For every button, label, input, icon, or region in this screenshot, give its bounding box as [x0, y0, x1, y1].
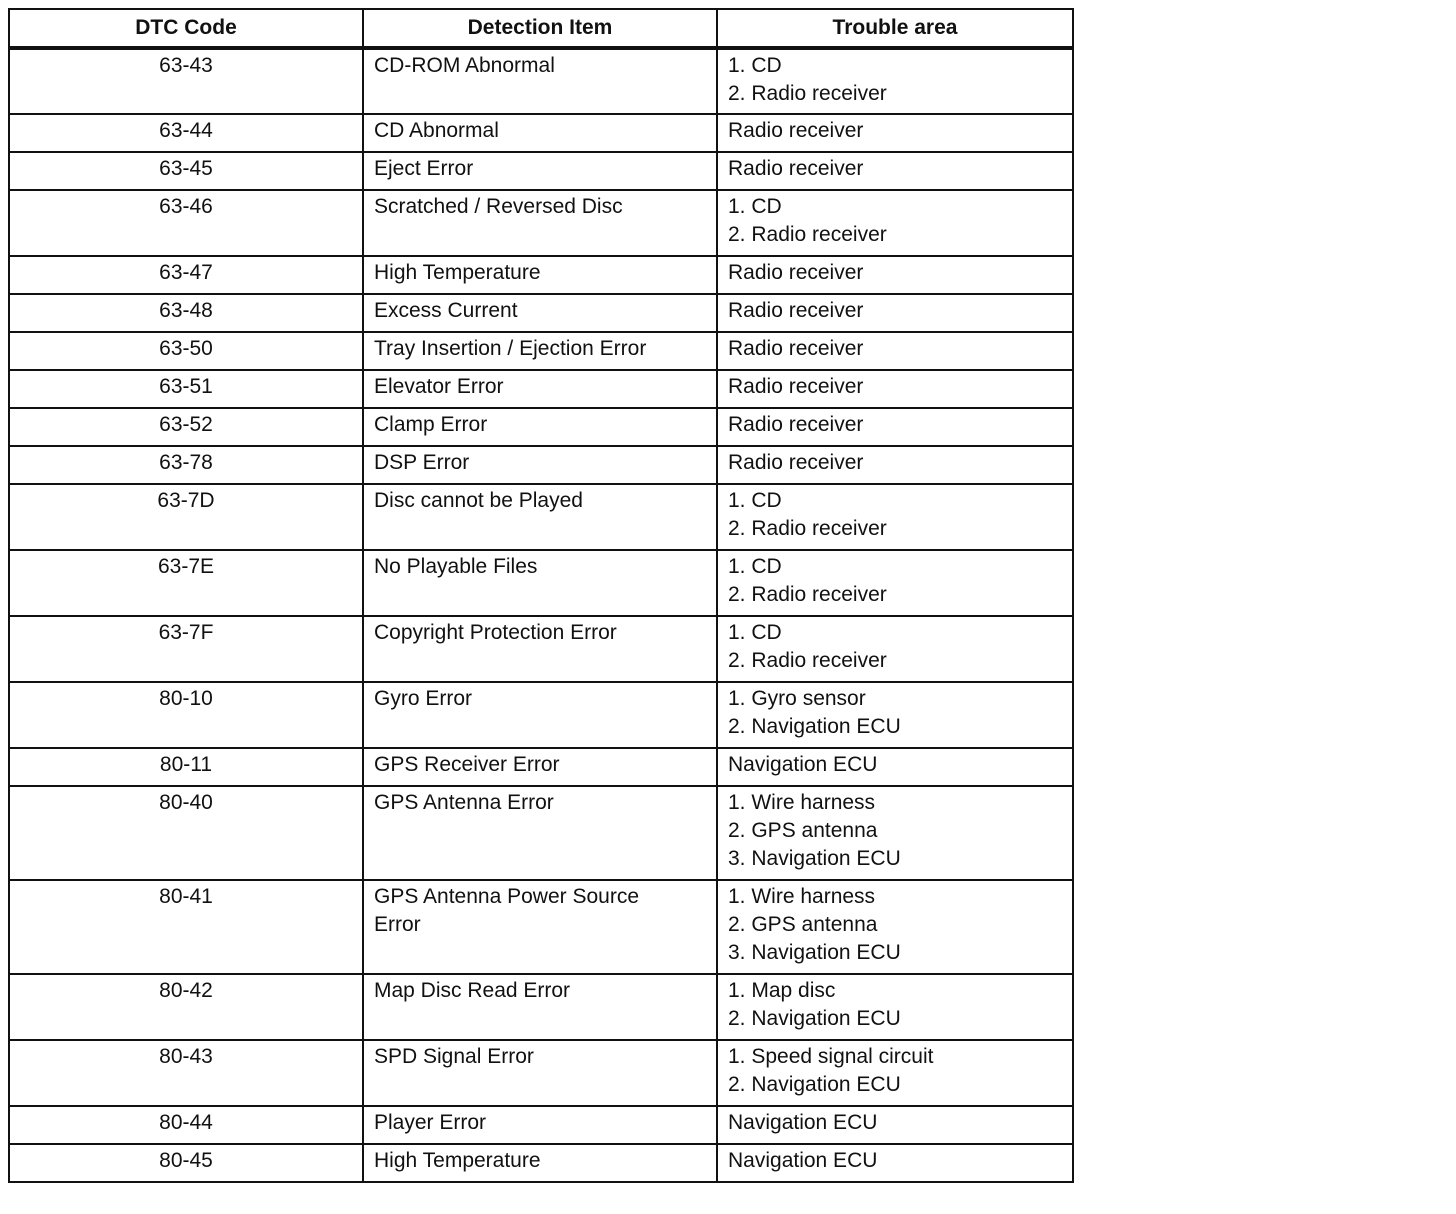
dtc-code: 63-45 — [159, 157, 213, 180]
dtc-code: 80-41 — [159, 885, 213, 908]
detection-item-cell — [363, 974, 717, 1040]
trouble-area-cell — [717, 114, 1073, 152]
detection-item-text: GPS Antenna Power Source — [374, 885, 639, 908]
dtc-code: 80-42 — [159, 979, 213, 1002]
dtc-code: 63-78 — [159, 451, 213, 474]
trouble-area-cell — [717, 880, 1073, 974]
trouble-area-text: 2. Radio receiver — [728, 82, 887, 105]
dtc-code-cell — [9, 786, 363, 880]
dtc-code-cell — [9, 748, 363, 786]
trouble-area-text: 2. Navigation ECU — [728, 1007, 901, 1030]
trouble-area-text: 2. GPS antenna — [728, 913, 878, 936]
dtc-code: 63-46 — [159, 195, 213, 218]
trouble-area-cell — [717, 616, 1073, 682]
dtc-code-cell — [9, 1040, 363, 1106]
dtc-code-cell — [9, 256, 363, 294]
detection-item-cell — [363, 370, 717, 408]
table-row — [9, 408, 1073, 446]
dtc-code-cell — [9, 370, 363, 408]
trouble-area-text: Radio receiver — [728, 299, 864, 322]
dtc-code: 63-7E — [157, 555, 215, 578]
table-row — [9, 446, 1073, 484]
detection-item-text: CD Abnormal — [374, 119, 499, 142]
trouble-area-cell — [717, 446, 1073, 484]
table-row — [9, 748, 1073, 786]
table-row — [9, 1040, 1073, 1106]
table-row — [9, 550, 1073, 616]
trouble-area-text: 1. Wire harness — [728, 885, 876, 908]
dtc-code: 80-40 — [159, 791, 213, 814]
header-row — [9, 9, 1073, 48]
table-row — [9, 332, 1073, 370]
dtc-code-cell — [9, 408, 363, 446]
dtc-code-cell — [9, 484, 363, 550]
trouble-area-text: 3. Navigation ECU — [728, 941, 901, 964]
trouble-area-cell — [717, 786, 1073, 880]
detection-item-cell — [363, 1040, 717, 1106]
table-row — [9, 190, 1073, 256]
trouble-area-text: Navigation ECU — [728, 753, 878, 776]
trouble-area-text: Navigation ECU — [728, 1111, 878, 1134]
trouble-area-cell — [717, 1040, 1073, 1106]
detection-item-text: DSP Error — [374, 451, 470, 474]
dtc-code: 63-50 — [159, 337, 213, 360]
detection-item-text: Elevator Error — [374, 375, 504, 398]
table-row — [9, 48, 1073, 114]
table-row — [9, 1106, 1073, 1144]
trouble-area-text: 1. Speed signal circuit — [728, 1045, 934, 1068]
dtc-code-cell — [9, 1144, 363, 1182]
detection-item-text: Clamp Error — [374, 413, 488, 436]
trouble-area-cell — [717, 550, 1073, 616]
table-row — [9, 484, 1073, 550]
trouble-area-cell — [717, 1106, 1073, 1144]
trouble-area-text: 1. Map disc — [728, 979, 836, 1002]
detection-item-text: Eject Error — [374, 157, 474, 180]
trouble-area-text: 2. Navigation ECU — [728, 1073, 901, 1096]
dtc-code: 63-7D — [157, 489, 215, 512]
dtc-code-cell — [9, 332, 363, 370]
trouble-area-text: 1. CD — [728, 555, 782, 578]
trouble-area-cell — [717, 190, 1073, 256]
dtc-code-cell — [9, 446, 363, 484]
header-detection-item: Detection Item — [363, 9, 717, 48]
trouble-area-cell — [717, 1144, 1073, 1182]
detection-item-cell — [363, 616, 717, 682]
detection-item-cell — [363, 1144, 717, 1182]
detection-item-cell — [363, 294, 717, 332]
detection-item-cell — [363, 786, 717, 880]
dtc-code: 80-10 — [159, 687, 213, 710]
table-row — [9, 682, 1073, 748]
trouble-area-text: Radio receiver — [728, 261, 864, 284]
trouble-area-cell — [717, 408, 1073, 446]
detection-item-cell — [363, 408, 717, 446]
table-row — [9, 370, 1073, 408]
trouble-area-text: Radio receiver — [728, 337, 864, 360]
detection-item-text: Gyro Error — [374, 687, 473, 710]
trouble-area-text: 2. GPS antenna — [728, 819, 878, 842]
detection-item-text: Map Disc Read Error — [374, 979, 571, 1002]
dtc-code-cell — [9, 152, 363, 190]
detection-item-text: Player Error — [374, 1111, 487, 1134]
detection-item-cell — [363, 484, 717, 550]
trouble-area-text: 2. Radio receiver — [728, 223, 887, 246]
trouble-area-text: Radio receiver — [728, 119, 864, 142]
trouble-area-text: 1. Gyro sensor — [728, 687, 866, 710]
trouble-area-text: Radio receiver — [728, 375, 864, 398]
table-row — [9, 114, 1073, 152]
trouble-area-cell — [717, 370, 1073, 408]
dtc-table — [8, 8, 1074, 1183]
dtc-code-cell — [9, 48, 363, 114]
trouble-area-cell — [717, 974, 1073, 1040]
dtc-code-cell — [9, 294, 363, 332]
detection-item-cell — [363, 748, 717, 786]
trouble-area-text: 1. CD — [728, 54, 782, 77]
detection-item-text: Copyright Protection Error — [374, 621, 617, 644]
trouble-area-cell — [717, 332, 1073, 370]
dtc-code-cell — [9, 682, 363, 748]
detection-item-text: GPS Receiver Error — [374, 753, 560, 776]
detection-item-cell — [363, 682, 717, 748]
dtc-code: 80-44 — [159, 1111, 213, 1134]
trouble-area-text: 2. Radio receiver — [728, 583, 887, 606]
detection-item-cell — [363, 48, 717, 114]
table-row — [9, 974, 1073, 1040]
dtc-code: 63-43 — [159, 54, 213, 77]
table-row — [9, 616, 1073, 682]
detection-item-text: High Temperature — [374, 1149, 541, 1172]
trouble-area-text: 1. Wire harness — [728, 791, 876, 814]
detection-item-cell — [363, 152, 717, 190]
trouble-area-cell — [717, 748, 1073, 786]
detection-item-text: GPS Antenna Error — [374, 791, 554, 814]
dtc-code: 63-51 — [159, 375, 213, 398]
trouble-area-text: 1. CD — [728, 195, 782, 218]
dtc-code-cell — [9, 114, 363, 152]
trouble-area-text: Radio receiver — [728, 413, 864, 436]
detection-item-text: Disc cannot be Played — [374, 489, 583, 512]
detection-item-text: High Temperature — [374, 261, 541, 284]
trouble-area-cell — [717, 256, 1073, 294]
detection-item-text: No Playable Files — [374, 555, 538, 578]
dtc-code: 63-44 — [159, 119, 213, 142]
dtc-code: 80-43 — [159, 1045, 213, 1068]
detection-item-cell — [363, 190, 717, 256]
dtc-code: 80-45 — [159, 1149, 213, 1172]
trouble-area-cell — [717, 152, 1073, 190]
trouble-area-cell — [717, 294, 1073, 332]
trouble-area-text: 2. Navigation ECU — [728, 715, 901, 738]
table-body — [9, 48, 1073, 1182]
dtc-code-cell — [9, 190, 363, 256]
table-row — [9, 1144, 1073, 1182]
trouble-area-text: Radio receiver — [728, 451, 864, 474]
trouble-area-text: 1. CD — [728, 621, 782, 644]
trouble-area-cell — [717, 48, 1073, 114]
detection-item-cell — [363, 880, 717, 974]
detection-item-cell — [363, 550, 717, 616]
header-trouble-area: Trouble area — [717, 9, 1073, 48]
dtc-code-cell — [9, 880, 363, 974]
dtc-code-cell — [9, 1106, 363, 1144]
dtc-code-cell — [9, 616, 363, 682]
trouble-area-text: 2. Radio receiver — [728, 517, 887, 540]
dtc-code: 63-48 — [159, 299, 213, 322]
detection-item-text: Error — [374, 913, 421, 936]
trouble-area-text: Navigation ECU — [728, 1149, 878, 1172]
trouble-area-text: 2. Radio receiver — [728, 649, 887, 672]
table-header — [9, 9, 1073, 48]
table-row — [9, 152, 1073, 190]
trouble-area-text: 3. Navigation ECU — [728, 847, 901, 870]
table-row — [9, 786, 1073, 880]
table-row — [9, 880, 1073, 974]
trouble-area-cell — [717, 682, 1073, 748]
dtc-code: 63-47 — [159, 261, 213, 284]
trouble-area-cell — [717, 484, 1073, 550]
detection-item-text: Excess Current — [374, 299, 518, 322]
trouble-area-text: Radio receiver — [728, 157, 864, 180]
detection-item-cell — [363, 332, 717, 370]
dtc-code-cell — [9, 974, 363, 1040]
detection-item-text: CD-ROM Abnormal — [374, 54, 555, 77]
dtc-code-cell — [9, 550, 363, 616]
dtc-code: 80-11 — [159, 753, 213, 776]
detection-item-cell — [363, 1106, 717, 1144]
table-row — [9, 256, 1073, 294]
table-row — [9, 294, 1073, 332]
detection-item-cell — [363, 256, 717, 294]
dtc-code: 63-7F — [158, 621, 214, 644]
detection-item-cell — [363, 446, 717, 484]
detection-item-text: Scratched / Reversed Disc — [374, 195, 623, 218]
header-dtc-code: DTC Code — [9, 9, 363, 48]
dtc-code: 63-52 — [159, 413, 213, 436]
trouble-area-text: 1. CD — [728, 489, 782, 512]
detection-item-text: Tray Insertion / Ejection Error — [374, 337, 647, 360]
detection-item-cell — [363, 114, 717, 152]
detection-item-text: SPD Signal Error — [374, 1045, 534, 1068]
